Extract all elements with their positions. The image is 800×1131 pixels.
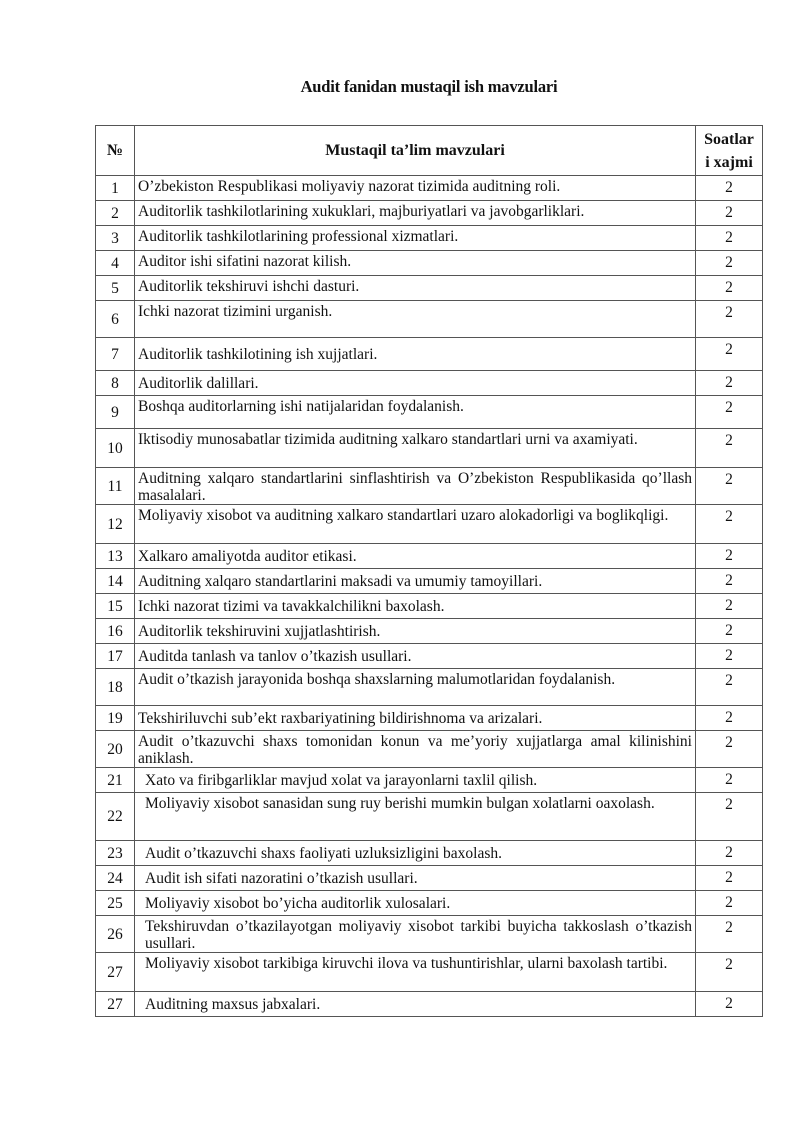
row-topic: Moliyaviy xisobot sanasidan sung ruy berishi mumkin bulgan xolatlarni oaxolash. bbox=[135, 793, 696, 841]
header-hours bbox=[696, 126, 763, 176]
table-row bbox=[96, 866, 763, 891]
row-topic: Auditorlik tashkilotlarining professional xizmatlari. bbox=[135, 226, 696, 251]
table-row bbox=[96, 251, 763, 276]
row-number: 24 bbox=[96, 866, 135, 891]
row-number: 3 bbox=[96, 226, 135, 251]
table-row bbox=[96, 569, 763, 594]
row-number: 25 bbox=[96, 891, 135, 916]
row-number: 14 bbox=[96, 569, 135, 594]
table-row bbox=[96, 226, 763, 251]
row-hours: 2 bbox=[696, 644, 763, 669]
row-number: 16 bbox=[96, 619, 135, 644]
row-topic: Auditorlik dalillari. bbox=[135, 371, 696, 396]
table-row bbox=[96, 953, 763, 992]
row-number: 18 bbox=[96, 669, 135, 706]
row-topic: Moliyaviy xisobot va auditning xalkaro standartlari uzaro alokadorligi va boglikqligi. bbox=[135, 505, 696, 544]
table-row bbox=[96, 731, 763, 768]
table-row bbox=[96, 371, 763, 396]
row-hours: 2 bbox=[696, 371, 763, 396]
row-number: 22 bbox=[96, 793, 135, 841]
table-row bbox=[96, 276, 763, 301]
row-topic: Auditning xalqaro standartlarini sinflashtirish va O’zbekiston Respublikasida qo’llash masalalari. bbox=[135, 468, 696, 505]
row-number: 5 bbox=[96, 276, 135, 301]
row-number: 2 bbox=[96, 201, 135, 226]
row-hours: 2 bbox=[696, 594, 763, 619]
row-number: 4 bbox=[96, 251, 135, 276]
row-topic: Moliyaviy xisobot tarkibiga kiruvchi ilova va tushuntirishlar, ularni baxolash tartibi. bbox=[135, 953, 696, 992]
row-topic: Iktisodiy munosabatlar tizimida auditning xalkaro standartlari urni va axamiyati. bbox=[135, 429, 696, 468]
table-row bbox=[96, 768, 763, 793]
table-row bbox=[96, 793, 763, 841]
row-topic: Auditor ishi sifatini nazorat kilish. bbox=[135, 251, 696, 276]
row-number: 8 bbox=[96, 371, 135, 396]
header-hours-line1: Soatlar bbox=[704, 130, 754, 148]
row-topic: Auditorlik tashkilotlarining xukuklari, majburiyatlari va javobgarliklari. bbox=[135, 201, 696, 226]
row-topic: Ichki nazorat tizimi va tavakkalchilikni baxolash. bbox=[135, 594, 696, 619]
table-header-row bbox=[96, 126, 763, 176]
row-hours: 2 bbox=[696, 916, 763, 953]
row-number: 1 bbox=[96, 176, 135, 201]
row-number: 27 bbox=[96, 992, 135, 1017]
row-hours: 2 bbox=[696, 731, 763, 768]
row-hours: 2 bbox=[696, 706, 763, 731]
row-number: 17 bbox=[96, 644, 135, 669]
header-hours-line2: i xajmi bbox=[705, 153, 753, 171]
table-row bbox=[96, 841, 763, 866]
row-topic: Xato va firibgarliklar mavjud xolat va jarayonlarni taxlil qilish. bbox=[135, 768, 696, 793]
row-number: 12 bbox=[96, 505, 135, 544]
row-topic: Audit ish sifati nazoratini o’tkazish usullari. bbox=[135, 866, 696, 891]
table-row bbox=[96, 992, 763, 1017]
row-hours: 2 bbox=[696, 866, 763, 891]
table-row bbox=[96, 544, 763, 569]
table-row bbox=[96, 505, 763, 544]
row-number: 15 bbox=[96, 594, 135, 619]
row-hours: 2 bbox=[696, 429, 763, 468]
row-topic: Auditning maxsus jabxalari. bbox=[135, 992, 696, 1017]
row-topic: O’zbekiston Respublikasi moliyaviy nazorat tizimida auditning roli. bbox=[135, 176, 696, 201]
row-hours: 2 bbox=[696, 891, 763, 916]
table-row bbox=[96, 176, 763, 201]
topics-table bbox=[95, 125, 763, 1017]
table-row bbox=[96, 644, 763, 669]
row-topic: Audit o’tkazuvchi shaxs faoliyati uzluksizligini baxolash. bbox=[135, 841, 696, 866]
row-hours: 2 bbox=[696, 226, 763, 251]
row-hours: 2 bbox=[696, 201, 763, 226]
row-number: 10 bbox=[96, 429, 135, 468]
row-hours: 2 bbox=[696, 505, 763, 544]
row-number: 13 bbox=[96, 544, 135, 569]
row-topic: Audit o’tkazuvchi shaxs tomonidan konun va me’yoriy xujjatlarga amal kilinishini aniklash. bbox=[135, 731, 696, 768]
row-hours: 2 bbox=[696, 569, 763, 594]
row-topic: Ichki nazorat tizimini urganish. bbox=[135, 301, 696, 338]
row-topic: Auditorlik tekshiruvi ishchi dasturi. bbox=[135, 276, 696, 301]
table-row bbox=[96, 619, 763, 644]
document-title: Audit fanidan mustaqil ish mavzulari bbox=[300, 77, 558, 96]
row-number: 21 bbox=[96, 768, 135, 793]
row-topic: Auditning xalqaro standartlarini maksadi va umumiy tamoyillari. bbox=[135, 569, 696, 594]
table-row bbox=[96, 301, 763, 338]
row-number: 20 bbox=[96, 731, 135, 768]
row-hours: 2 bbox=[696, 176, 763, 201]
row-topic: Tekshiruvdan o’tkazilayotgan moliyaviy xisobot tarkibi buyicha takkoslash o’tkazish usullari. bbox=[135, 916, 696, 953]
table-row bbox=[96, 891, 763, 916]
table-row bbox=[96, 594, 763, 619]
row-topic: Boshqa auditorlarning ishi natijalaridan foydalanish. bbox=[135, 396, 696, 429]
row-number: 11 bbox=[96, 468, 135, 505]
row-number: 19 bbox=[96, 706, 135, 731]
row-number: 7 bbox=[96, 338, 135, 371]
table-body bbox=[96, 176, 763, 1017]
header-number: № bbox=[96, 126, 135, 176]
row-number: 26 bbox=[96, 916, 135, 953]
table-row bbox=[96, 396, 763, 429]
row-hours: 2 bbox=[696, 953, 763, 992]
row-number: 9 bbox=[96, 396, 135, 429]
row-number: 27 bbox=[96, 953, 135, 992]
table-row bbox=[96, 338, 763, 371]
row-hours: 2 bbox=[696, 768, 763, 793]
row-hours: 2 bbox=[696, 841, 763, 866]
row-number: 6 bbox=[96, 301, 135, 338]
row-hours: 2 bbox=[696, 619, 763, 644]
row-topic: Audit o’tkazish jarayonida boshqa shaxslarning malumotlaridan foydalanish. bbox=[135, 669, 696, 706]
table-row bbox=[96, 201, 763, 226]
table-row bbox=[96, 468, 763, 505]
header-topic: Mustaqil ta’lim mavzulari bbox=[135, 126, 696, 176]
table-row bbox=[96, 706, 763, 731]
row-hours: 2 bbox=[696, 468, 763, 505]
row-hours: 2 bbox=[696, 301, 763, 338]
row-topic: Moliyaviy xisobot bo’yicha auditorlik xulosalari. bbox=[135, 891, 696, 916]
row-hours: 2 bbox=[696, 396, 763, 429]
row-topic: Tekshiriluvchi sub’ekt raxbariyatining bildirishnoma va arizalari. bbox=[135, 706, 696, 731]
row-number: 23 bbox=[96, 841, 135, 866]
row-topic: Auditda tanlash va tanlov o’tkazish usullari. bbox=[135, 644, 696, 669]
row-topic: Auditorlik tekshiruvini xujjatlashtirish. bbox=[135, 619, 696, 644]
row-hours: 2 bbox=[696, 992, 763, 1017]
table-row bbox=[96, 429, 763, 468]
row-hours: 2 bbox=[696, 793, 763, 841]
row-hours: 2 bbox=[696, 251, 763, 276]
table-row bbox=[96, 669, 763, 706]
row-hours: 2 bbox=[696, 544, 763, 569]
row-topic: Auditorlik tashkilotining ish xujjatlari. bbox=[135, 338, 696, 371]
row-hours: 2 bbox=[696, 338, 763, 371]
row-topic: Xalkaro amaliyotda auditor etikasi. bbox=[135, 544, 696, 569]
row-hours: 2 bbox=[696, 669, 763, 706]
row-hours: 2 bbox=[696, 276, 763, 301]
table-row bbox=[96, 916, 763, 953]
